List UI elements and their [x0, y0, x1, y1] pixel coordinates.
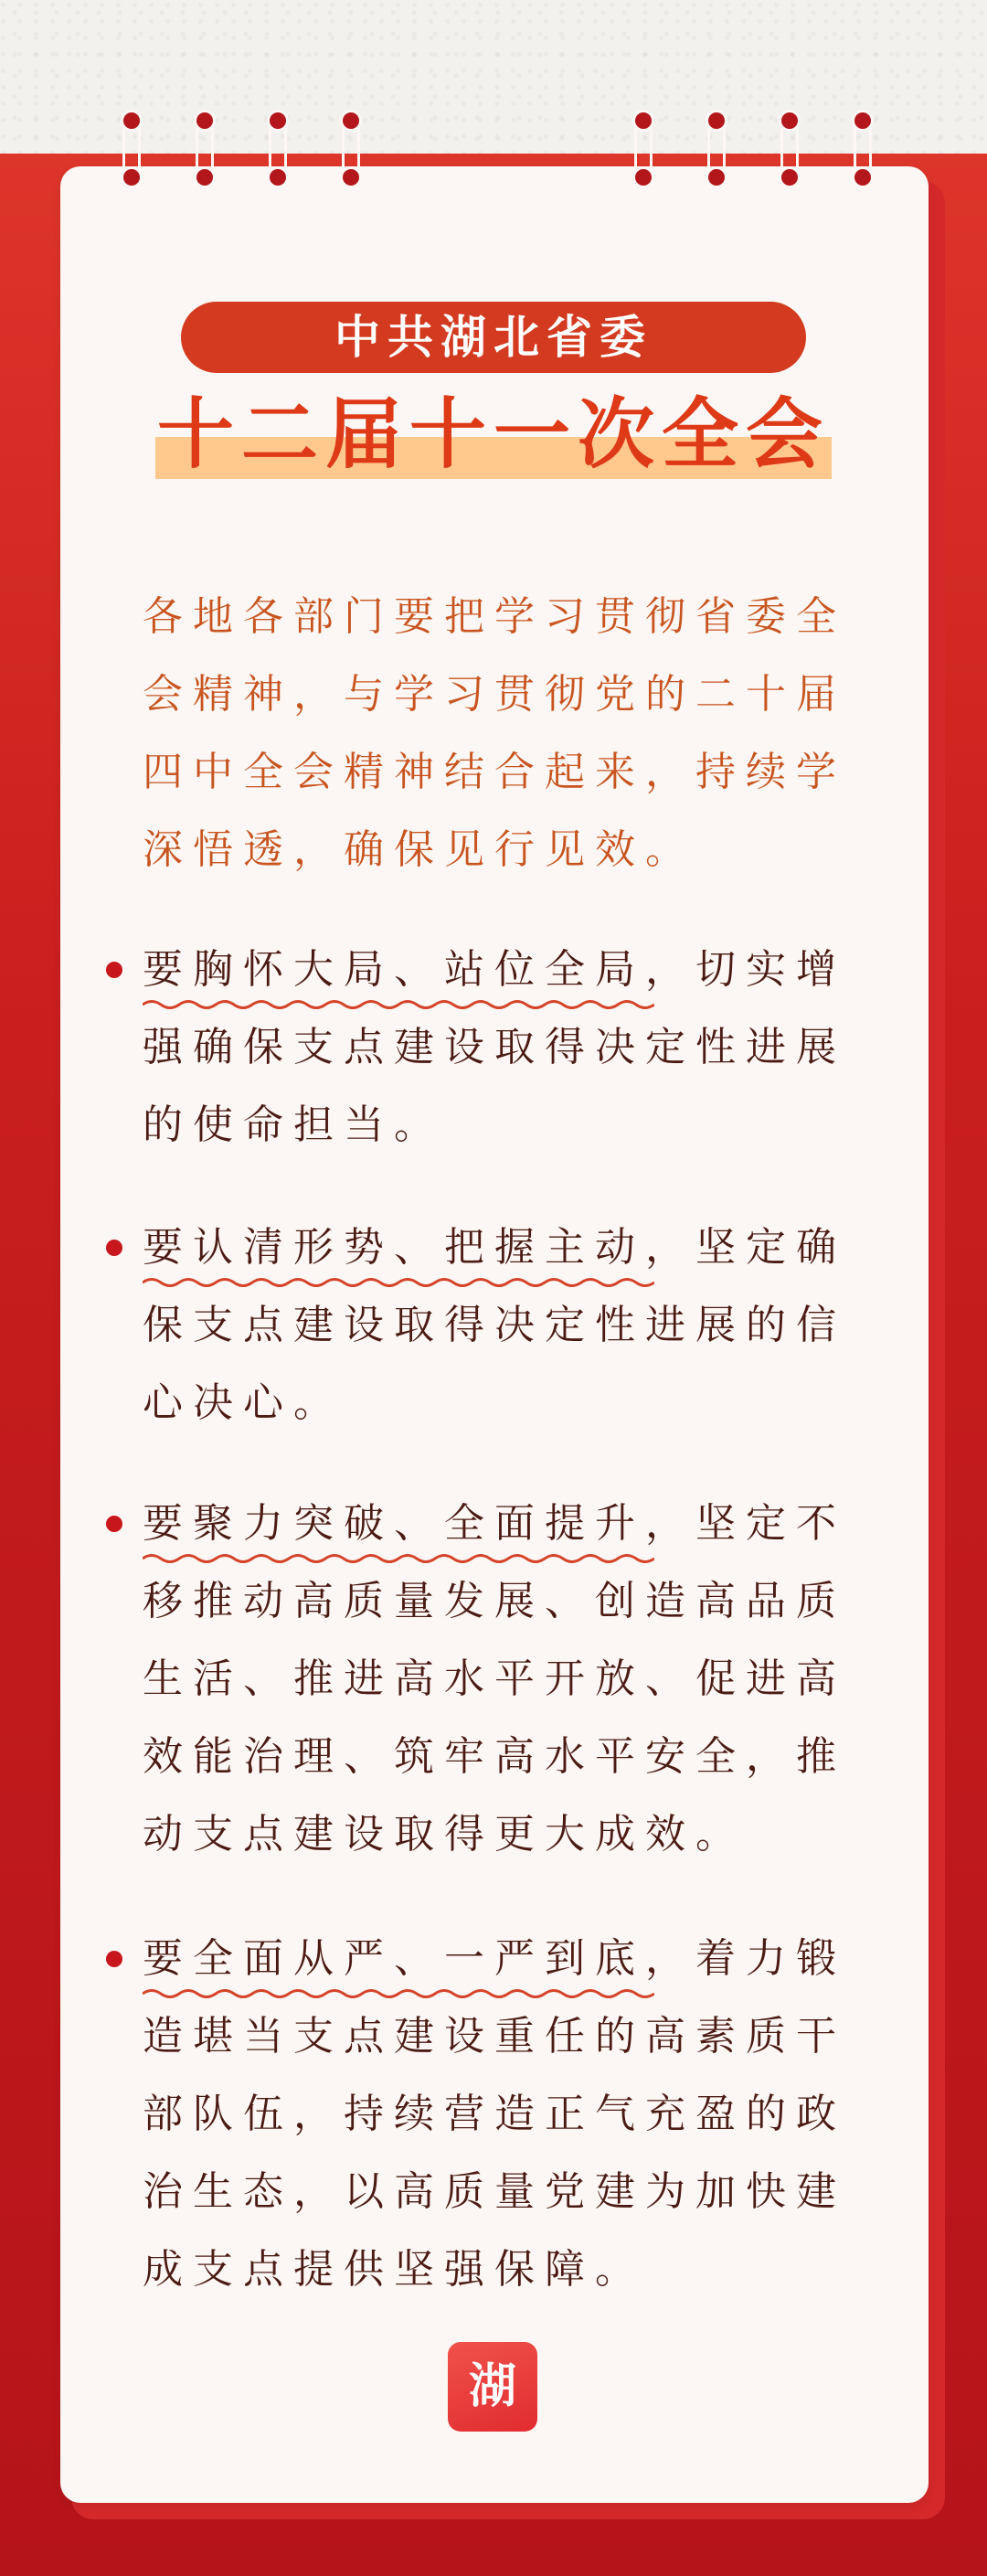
bullet-line: 保支点建设取得决定性进展的信 — [143, 1302, 846, 1348]
page-title: 十二届十一次全会 — [156, 389, 830, 479]
bullet-line: 部队伍，持续营造正气充盈的政 — [143, 2091, 846, 2137]
bullet-line: 要全面从严、一严到底，着力锻 — [143, 1935, 846, 1982]
bullet-line: 要认清形势、把握主动，坚定确 — [143, 1224, 846, 1271]
binder-ring-icon — [269, 112, 287, 196]
binder-ring-icon — [854, 112, 872, 196]
bullet-line: 移推动高质量发展、创造高品质 — [143, 1578, 846, 1624]
intro-line: 各地各部门要把学习贯彻省委全 — [143, 593, 846, 640]
bullet-line: 效能治理、筑牢高水平安全，推 — [143, 1733, 846, 1780]
binder-ring-icon — [342, 112, 360, 196]
hubei-logo-icon: 湖 — [448, 2342, 537, 2432]
bullet-line: 治生态，以高质量党建为加快建 — [143, 2168, 846, 2215]
intro-paragraph — [143, 578, 874, 889]
bullet-line: 强确保支点建设取得决定性进展 — [143, 1024, 846, 1070]
bullet-line: 造堪当支点建设重任的高素质干 — [143, 2013, 846, 2060]
paper-texture-background — [0, 0, 987, 154]
bullet-line: 生活、推进高水平开放、促进高 — [143, 1655, 846, 1702]
bullet-item — [143, 1208, 874, 1442]
binder-ring-icon — [122, 112, 141, 196]
binder-ring-icon — [634, 112, 653, 196]
bullet-item — [143, 1920, 874, 2308]
bullet-line: 心决心。 — [143, 1379, 344, 1426]
binder-ring-icon — [707, 112, 726, 196]
intro-line: 四中全会精神结合起来，持续学 — [143, 749, 846, 795]
bullet-dot-icon — [106, 1951, 122, 1967]
bullet-item — [143, 1485, 874, 1873]
bullet-line: 要胸怀大局、站位全局，切实增 — [143, 946, 846, 993]
bullet-dot-icon — [106, 1516, 122, 1532]
bullet-line: 的使命担当。 — [143, 1102, 444, 1148]
bullet-line: 要聚力突破、全面提升，坚定不 — [143, 1500, 846, 1547]
bullet-dot-icon — [106, 1240, 122, 1256]
bullet-dot-icon — [106, 962, 122, 978]
bullet-item — [143, 931, 874, 1164]
binder-ring-icon — [196, 112, 214, 196]
bullet-line: 动支点建设取得更大成效。 — [143, 1811, 746, 1857]
intro-line: 深悟透，确保见行见效。 — [143, 826, 695, 873]
intro-line: 会精神，与学习贯彻党的二十届 — [143, 671, 846, 718]
bullet-line: 成支点提供坚强保障。 — [143, 2246, 645, 2293]
binder-ring-icon — [780, 112, 799, 196]
title-pill: 中共湖北省委 — [181, 302, 806, 373]
